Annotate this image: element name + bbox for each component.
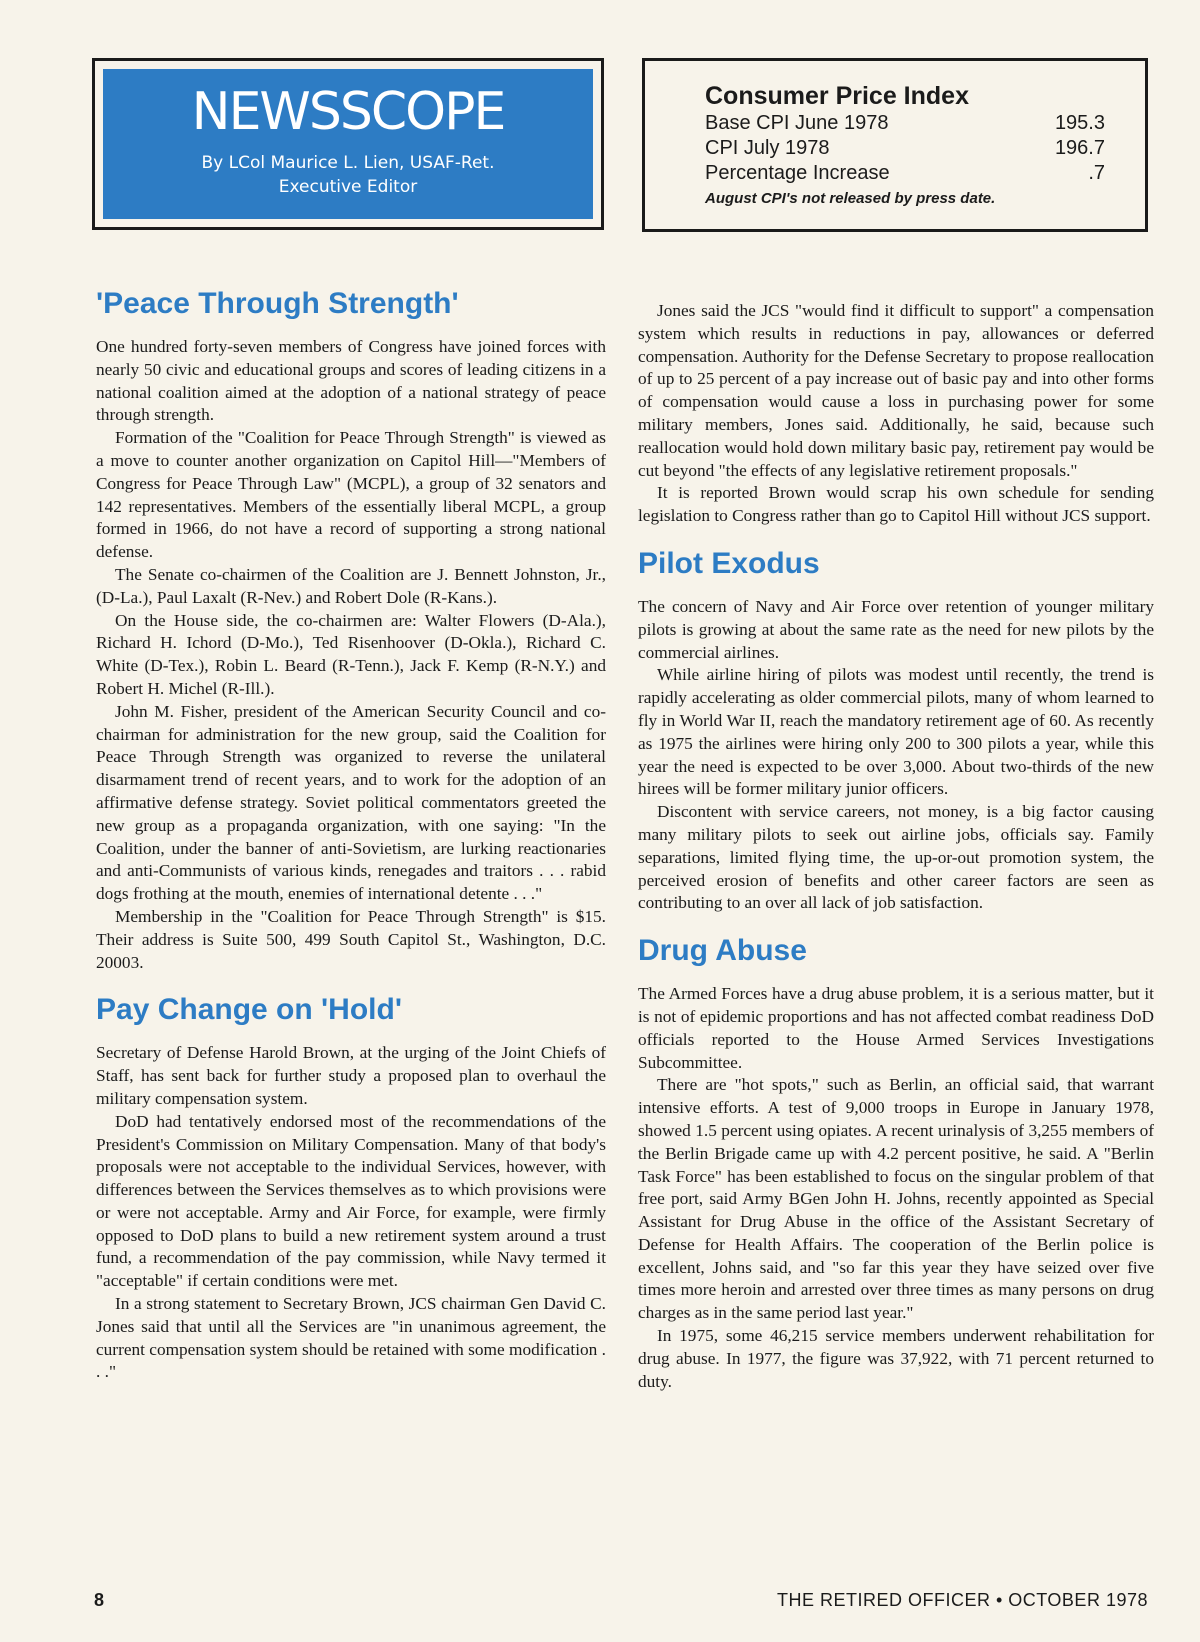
- page-number: 8: [94, 1590, 105, 1610]
- article-pay-continued: [638, 300, 1154, 528]
- cpi-row-value: .7: [1088, 162, 1105, 184]
- cpi-row-label: Base CPI June 1978: [705, 112, 889, 134]
- article-peace: [96, 336, 606, 974]
- paragraph: Jones said the JCS "would find it difficult to support" a compensation system which results in reductions in pay, allowances or deferred compensation. Authority for the Defense Secretary to propose reallocation of up to 25 percent of a pay increase out of basic pay and into other forms of compensation would cause a loss in purchasing power for some military members, Jones said. Additionally, he said, because such reallocation would hold down military basic pay, retirement pay would be cut beyond "the effects of any legislative retirement proposals.": [638, 301, 1154, 480]
- right-column: [638, 300, 1154, 1393]
- paragraph: The Armed Forces have a drug abuse problem, it is a serious matter, but it is not of epidemic proportions and has not affected combat readiness DoD officials reported to the House Armed Services Investigations Subcommittee.: [638, 984, 1154, 1072]
- paragraph: In a strong statement to Secretary Brown, JCS chairman Gen David C. Jones said that until all the Services are "in unanimous agreement, the current compensation system should be retained with some modification . . .": [96, 1294, 606, 1382]
- masthead-title: NEWSSCOPE: [191, 82, 505, 142]
- masthead-box: [92, 58, 604, 230]
- cpi-row-value: 196.7: [1054, 137, 1105, 159]
- cpi-row-value: 195.3: [1054, 112, 1105, 134]
- article-pilot: [638, 596, 1154, 915]
- article-drug: [638, 983, 1154, 1393]
- paragraph: There are "hot spots," such as Berlin, an official said, that warrant intensive efforts. A test of 9,000 troops in Europe in January 1978, showed 1.5 percent using opiates. A recent urinalysis of 3,255 members of the Berlin Brigade came up with 4.2 percent positive, he said. A "Berlin Task Force" has been established to focus on the singular problem of that free port, said Army BGen John H. Johns, recently appointed as Special Assistant for Drug Abuse in the office of the Assistant Secretary of Defense for Health Affairs. The cooperation of the Berlin police is excellent, Johns said, and "so far this year they have seized over five times more heroin and arrested over three times as many persons on drug charges as in the same period last year.": [638, 1075, 1154, 1323]
- article-pay: [96, 1042, 606, 1384]
- cpi-row: [705, 111, 1119, 136]
- cpi-row: [705, 161, 1119, 186]
- heading-drug: Drug Abuse: [638, 934, 807, 968]
- paragraph: Secretary of Defense Harold Brown, at the urging of the Joint Chiefs of Staff, has sent back for further study a proposed plan to overhaul the military compensation system.: [96, 1043, 606, 1108]
- cpi-row: [705, 136, 1119, 161]
- paragraph: One hundred forty-seven members of Congress have joined forces with nearly 50 civic and educational groups and scores of leading citizens in a national coalition aimed at the adoption of a national strategy of peace through strength.: [96, 337, 606, 425]
- heading-peace: 'Peace Through Strength': [96, 287, 459, 320]
- paragraph: On the House side, the co-chairmen are: Walter Flowers (D-Ala.), Richard H. Ichord (D-Mo.), Ted Risenhoover (D-Okla.), Richard C. White (D-Tex.), Robin L. Beard (R-Tenn.), Jack F. Kemp (R-N.Y.) and Robert H. Michel (R-Ill.).: [96, 610, 606, 698]
- cpi-row-label: CPI July 1978: [705, 137, 830, 159]
- paragraph: Discontent with service careers, not money, is a big factor causing many military pilots to seek out airline jobs, officials say. Family separations, limited flying time, the up-or-out promotion system, the perceived erosion of benefits and other career factors are seen as contributing to an over all lack of job satisfaction.: [638, 802, 1154, 913]
- byline-name: By LCol Maurice L. Lien, USAF-Ret.: [201, 153, 495, 173]
- paragraph: The concern of Navy and Air Force over retention of younger military pilots is growing at about the same rate as the need for new pilots by the commercial airlines.: [638, 596, 1154, 662]
- paragraph: Formation of the "Coalition for Peace Through Strength" is viewed as a move to counter another organization on Capitol Hill—"Members of Congress for Peace Through Law" (MCPL), a group of 32 senators and 142 representatives. Members of the essentially liberal MCPL, a group formed in 1966, do not have a record of supporting a strong national defense.: [96, 428, 606, 562]
- byline-role: Executive Editor: [278, 177, 418, 197]
- paragraph: Membership in the "Coalition for Peace Through Strength" is $15. Their address is Suite 500, 499 South Capitol St., Washington, D.C. 20003.: [96, 906, 606, 972]
- page-footer: [0, 1590, 1200, 1620]
- cpi-title: Consumer Price Index: [705, 82, 969, 110]
- paragraph: It is reported Brown would scrap his own schedule for sending legislation to Congress rather than go to Capitol Hill without JCS support.: [638, 483, 1154, 526]
- paragraph: John M. Fisher, president of the American Security Council and co-chairman for administration for the new group, said the Coalition for Peace Through Strength was organized to reverse the unilateral disarmament trend of recent years, and to work for the adoption of an affirmative defense strategy. Soviet political commentators greeted the new group as a propaganda organization, with one saying: "In the Coalition, under the banner of anti-Sovietism, are lurking reactionaries and anti-Communists of various kinds, renegades and traitors . . . rabid dogs frothing at the mouth, enemies of international detente . . .": [96, 701, 606, 904]
- heading-pilot: Pilot Exodus: [638, 546, 820, 580]
- masthead-byline: [103, 151, 593, 199]
- cpi-box: [642, 58, 1148, 232]
- heading-pay: Pay Change on 'Hold': [96, 993, 402, 1027]
- paragraph: The Senate co-chairmen of the Coalition are J. Bennett Johnston, Jr., (D-La.), Paul Laxalt (R-Nev.) and Robert Dole (R-Kans.).: [96, 564, 606, 607]
- publication-line: THE RETIRED OFFICER • OCTOBER 1978: [776, 1590, 1148, 1610]
- cpi-row-label: Percentage Increase: [705, 162, 890, 184]
- cpi-note: August CPI's not released by press date.: [705, 190, 996, 207]
- paragraph: In 1975, some 46,215 service members underwent rehabilitation for drug abuse. In 1977, the figure was 37,922, with 71 percent returned to duty.: [638, 1326, 1154, 1391]
- masthead-banner: [103, 69, 593, 219]
- paragraph: While airline hiring of pilots was modest until recently, the trend is rapidly accelerating as older commercial pilots, many of whom learned to fly in World War II, reach the mandatory retirement age of 60. As recently as 1975 the airlines were hiring only 200 to 300 pilots a year, while this year the need is expected to be over 3,000. About two-thirds of the new hirees will be former military junior officers.: [638, 665, 1154, 799]
- paragraph: DoD had tentatively endorsed most of the recommendations of the President's Commission on Military Compensation. Many of that body's proposals were not acceptable to the individual Services, however, with differences between the Services themselves as to which provisions were or were not acceptable. Army and Air Force, for example, were firmly opposed to DoD plans to build a new retirement system around a trust fund, a recommendation of the pay commission, while Navy termed it "acceptable" if certain conditions were met.: [96, 1111, 606, 1291]
- left-column: [96, 286, 606, 1384]
